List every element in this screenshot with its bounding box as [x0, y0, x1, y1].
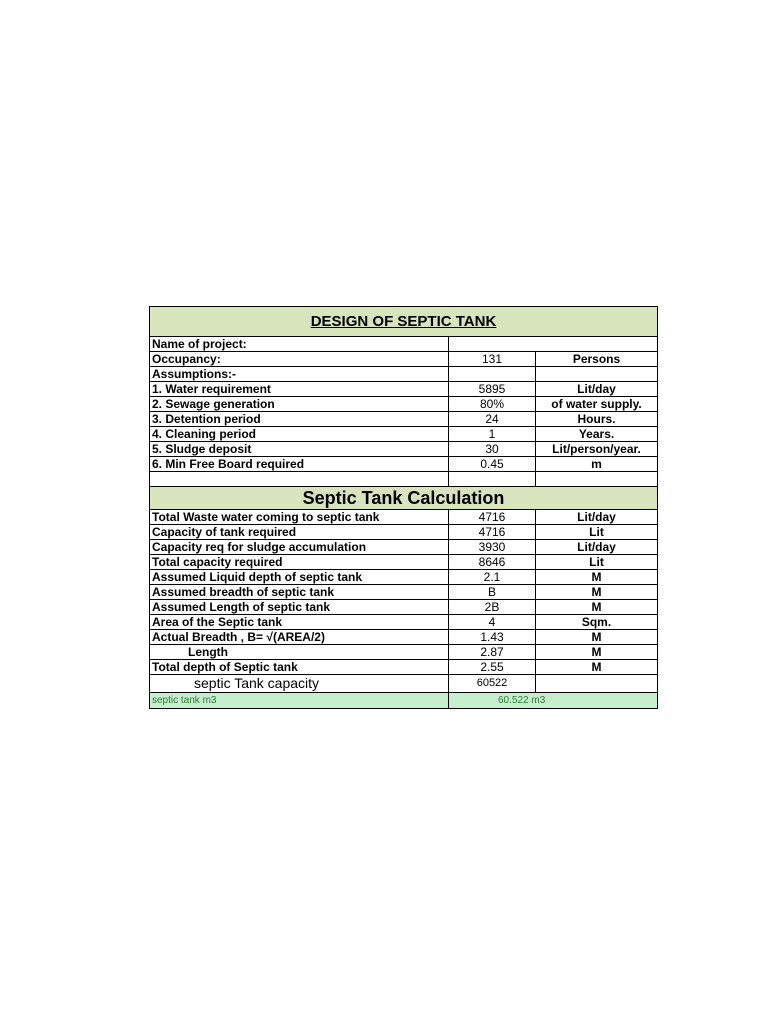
- assumption-label: 4. Cleaning period: [150, 427, 449, 442]
- calculation-label: Assumed Length of septic tank: [150, 600, 449, 615]
- assumption-label: 1. Water requirement: [150, 382, 449, 397]
- assumption-label: 2. Sewage generation: [150, 397, 449, 412]
- calculation-unit: Lit: [536, 555, 658, 570]
- assumption-unit: m: [536, 457, 658, 472]
- assumption-unit: Hours.: [536, 412, 658, 427]
- footer-label: septic tank m3: [150, 693, 449, 709]
- calculation-label: Assumed Liquid depth of septic tank: [150, 570, 449, 585]
- calculation-value: 2.87: [449, 645, 536, 660]
- capacity-row: [150, 675, 658, 693]
- footer-value: 60.522 m3: [449, 693, 658, 709]
- calculation-unit: M: [536, 630, 658, 645]
- occupancy-label: Occupancy:: [150, 352, 449, 367]
- empty-cell: [449, 367, 536, 382]
- calculation-unit: M: [536, 585, 658, 600]
- occupancy-unit: Persons: [536, 352, 658, 367]
- empty-cell: [536, 367, 658, 382]
- calculation-row: [150, 555, 658, 570]
- calculation-label: Length: [150, 645, 449, 660]
- assumption-value: 0.45: [449, 457, 536, 472]
- assumption-value: 1: [449, 427, 536, 442]
- calculation-heading: Septic Tank Calculation: [150, 487, 658, 510]
- calculation-value: 8646: [449, 555, 536, 570]
- calculation-row: [150, 585, 658, 600]
- assumption-row: [150, 412, 658, 427]
- calculation-row: [150, 615, 658, 630]
- calculation-label: Capacity req for sludge accumulation: [150, 540, 449, 555]
- septic-tank-sheet: [149, 306, 658, 709]
- empty-cell: [150, 472, 449, 487]
- calculation-value: 4716: [449, 510, 536, 525]
- empty-cell: [536, 675, 658, 693]
- project-value: [449, 337, 658, 352]
- calculation-unit: Lit/day: [536, 510, 658, 525]
- calculation-value: 2.1: [449, 570, 536, 585]
- calculation-value: 4716: [449, 525, 536, 540]
- assumptions-heading-row: [150, 367, 658, 382]
- assumption-value: 24: [449, 412, 536, 427]
- assumption-unit: of water supply.: [536, 397, 658, 412]
- assumption-unit: Lit/person/year.: [536, 442, 658, 457]
- assumption-value: 30: [449, 442, 536, 457]
- calculation-row: [150, 600, 658, 615]
- assumption-unit: Lit/day: [536, 382, 658, 397]
- calculation-value: 3930: [449, 540, 536, 555]
- calculation-label: Capacity of tank required: [150, 525, 449, 540]
- calculation-label: Total Waste water coming to septic tank: [150, 510, 449, 525]
- assumption-row: [150, 457, 658, 472]
- calculation-row: [150, 510, 658, 525]
- project-label: Name of project:: [150, 337, 449, 352]
- assumption-row: [150, 427, 658, 442]
- calculation-value: 1.43: [449, 630, 536, 645]
- calculation-row: [150, 525, 658, 540]
- calculation-unit: M: [536, 570, 658, 585]
- calculation-row: [150, 645, 658, 660]
- assumption-row: [150, 442, 658, 457]
- assumption-row: [150, 397, 658, 412]
- project-row: [150, 337, 658, 352]
- assumption-unit: Years.: [536, 427, 658, 442]
- calculation-row: [150, 630, 658, 645]
- calculation-label: Assumed breadth of septic tank: [150, 585, 449, 600]
- assumptions-label: Assumptions:-: [150, 367, 449, 382]
- calculation-unit: Lit: [536, 525, 658, 540]
- calculation-label: Area of the Septic tank: [150, 615, 449, 630]
- calculation-row: [150, 540, 658, 555]
- assumption-value: 80%: [449, 397, 536, 412]
- occupancy-value: 131: [449, 352, 536, 367]
- calculation-label: Actual Breadth , B= √(AREA/2): [150, 630, 449, 645]
- calculation-value: 2B: [449, 600, 536, 615]
- calculation-unit: Lit/day: [536, 540, 658, 555]
- sheet-title: DESIGN OF SEPTIC TANK: [150, 307, 658, 337]
- assumption-label: 3. Detention period: [150, 412, 449, 427]
- footer-row: [150, 693, 658, 709]
- assumption-row: [150, 382, 658, 397]
- calculation-label: Total capacity required: [150, 555, 449, 570]
- empty-cell: [449, 472, 536, 487]
- calculation-label: Total depth of Septic tank: [150, 660, 449, 675]
- assumption-label: 6. Min Free Board required: [150, 457, 449, 472]
- calculation-unit: Sqm.: [536, 615, 658, 630]
- assumption-label: 5. Sludge deposit: [150, 442, 449, 457]
- calculation-unit: M: [536, 660, 658, 675]
- occupancy-row: [150, 352, 658, 367]
- calculation-value: 4: [449, 615, 536, 630]
- calculation-row: [150, 570, 658, 585]
- capacity-label: septic Tank capacity: [150, 675, 449, 693]
- calculation-row: [150, 660, 658, 675]
- calculation-value: 2.55: [449, 660, 536, 675]
- capacity-value: 60522: [449, 675, 536, 693]
- assumption-value: 5895: [449, 382, 536, 397]
- calculation-unit: M: [536, 600, 658, 615]
- calculation-value: B: [449, 585, 536, 600]
- spacer-row: [150, 472, 658, 487]
- calculation-unit: M: [536, 645, 658, 660]
- empty-cell: [536, 472, 658, 487]
